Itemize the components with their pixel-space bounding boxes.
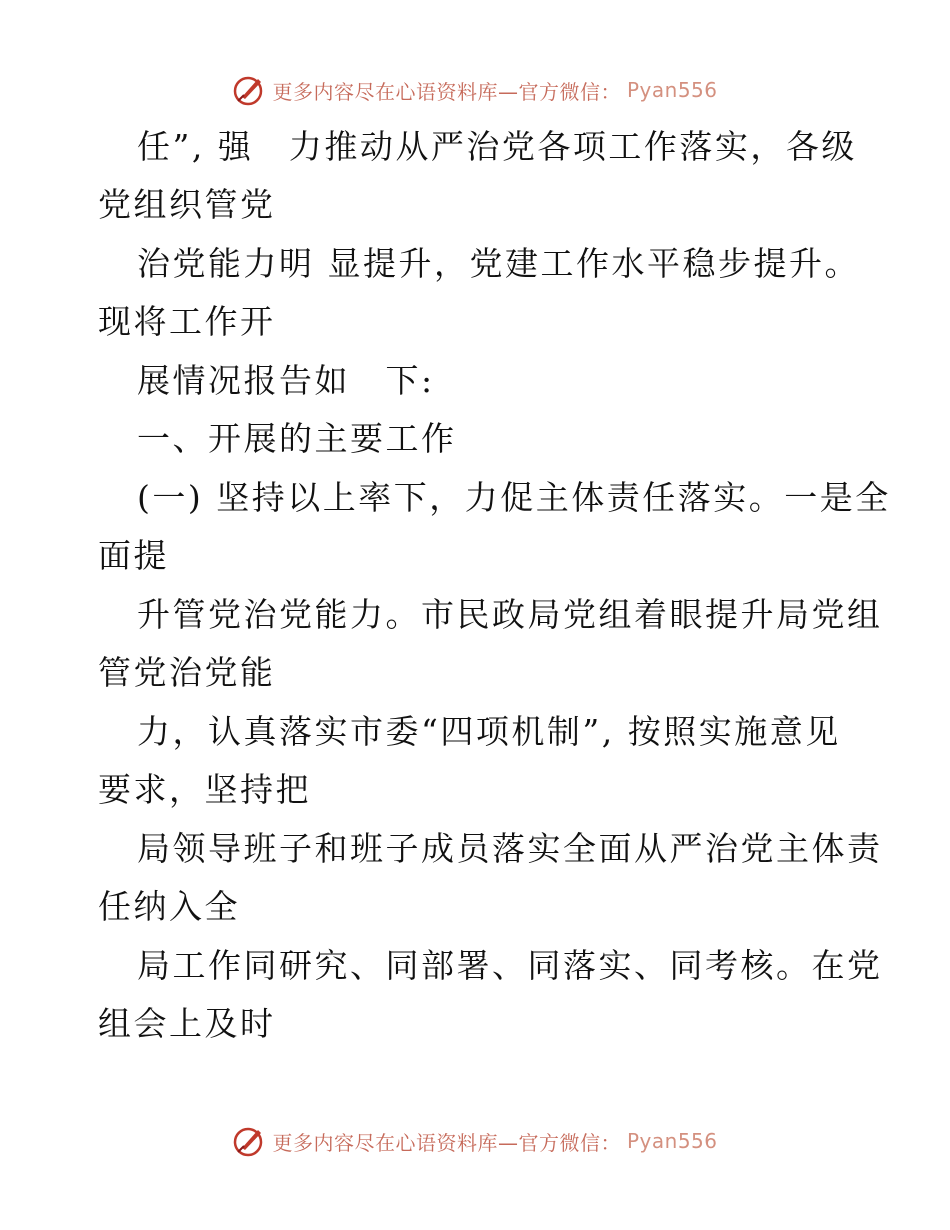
text-line: 管党治党能 [98,653,276,692]
text-line: 现将工作开 [98,302,276,341]
text-line: 展情况报告如 下: [137,361,435,400]
text-line: (一) 坚持以上率下，力促主体责任落实。一是全 [137,478,891,517]
watermark-footer [0,1121,950,1161]
section-heading: 一、开展的主要工作 [137,419,457,458]
quill-logo-icon [232,1124,266,1158]
watermark-text: 更多内容尽在心语资料库—官方微信： [272,79,621,104]
text-line: 组会上及时 [98,1004,276,1043]
text-line: 局领导班子和班子成员落实全面从严治党主体责 [137,829,883,868]
text-line: 升管党治党能力。市民政局党组着眼提升局党组 [137,595,883,634]
watermark-text: 更多内容尽在心语资料库—官方微信： [272,1130,621,1155]
text-line: 治党能力明 显提升，党建工作水平稳步提升。 [137,244,860,283]
text-line: 局工作同研究、同部署、同落实、同考核。在党 [137,946,883,985]
watermark-wechat-id: Pyan556 [626,1129,718,1153]
text-line: 面提 [98,536,169,575]
text-line: 任”, 强 力推动从严治党各项工作落实，各级 [137,127,857,166]
text-line: 任纳入全 [98,887,240,926]
text-line: 力，认真落实市委“四项机制”, 按照实施意见 [137,712,841,751]
text-line: 要求，坚持把 [98,770,311,809]
watermark-header [0,70,950,110]
text-line: 党组织管党 [98,185,276,224]
quill-logo-icon [232,73,266,107]
watermark-wechat-id: Pyan556 [626,78,718,102]
